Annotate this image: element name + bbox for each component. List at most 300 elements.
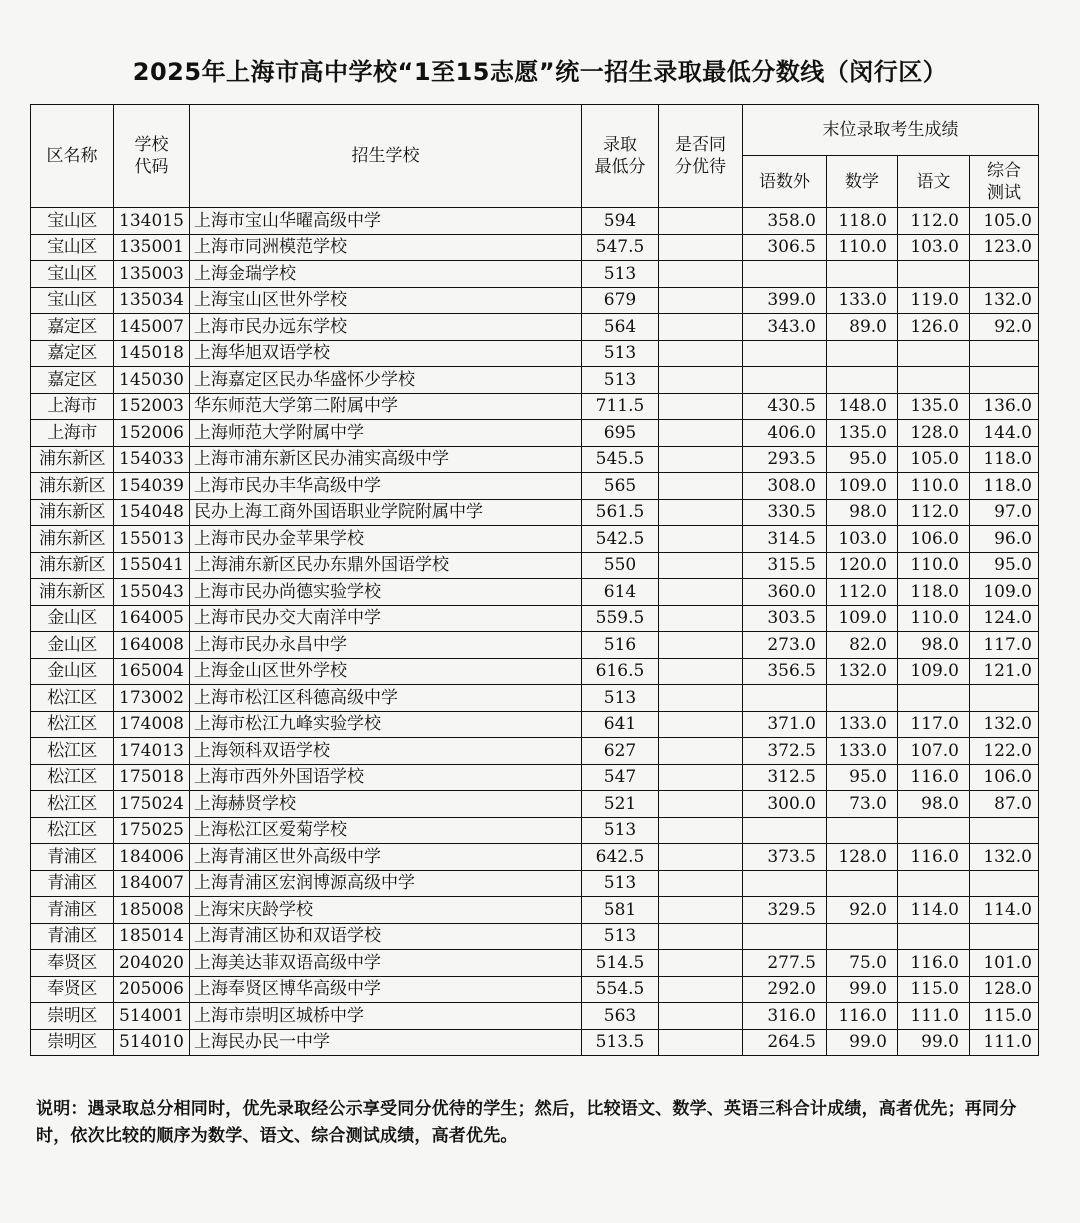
cell-math bbox=[827, 367, 898, 394]
cell-lang-math-eng: 360.0 bbox=[743, 579, 827, 606]
cell-min-score: 550 bbox=[582, 552, 659, 579]
header-district: 区名称 bbox=[31, 105, 114, 208]
cell-math: 95.0 bbox=[827, 764, 898, 791]
cell-district: 金山区 bbox=[31, 658, 114, 685]
cell-min-score: 513 bbox=[582, 685, 659, 712]
cell-chinese: 115.0 bbox=[898, 976, 970, 1003]
cell-min-score: 565 bbox=[582, 473, 659, 500]
cell-tie-priority bbox=[659, 711, 743, 738]
cell-district: 奉贤区 bbox=[31, 950, 114, 977]
cell-school: 上海市浦东新区民办浦实高级中学 bbox=[190, 446, 582, 473]
cell-lang-math-eng: 293.5 bbox=[743, 446, 827, 473]
cell-math: 103.0 bbox=[827, 526, 898, 553]
cell-math: 99.0 bbox=[827, 1029, 898, 1056]
cell-school: 上海市松江区科德高级中学 bbox=[190, 685, 582, 712]
cell-chinese: 107.0 bbox=[898, 738, 970, 765]
cell-code: 184006 bbox=[114, 844, 190, 871]
table-row bbox=[31, 1029, 1039, 1056]
cell-min-score: 695 bbox=[582, 420, 659, 447]
cell-math: 73.0 bbox=[827, 791, 898, 818]
cell-comprehensive: 111.0 bbox=[970, 1029, 1039, 1056]
cell-lang-math-eng: 330.5 bbox=[743, 499, 827, 526]
cell-code: 164005 bbox=[114, 605, 190, 632]
cell-comprehensive: 144.0 bbox=[970, 420, 1039, 447]
cell-district: 嘉定区 bbox=[31, 367, 114, 394]
cell-school: 上海青浦区世外高级中学 bbox=[190, 844, 582, 871]
table-row bbox=[31, 499, 1039, 526]
table-row bbox=[31, 287, 1039, 314]
cell-lang-math-eng: 314.5 bbox=[743, 526, 827, 553]
cell-district: 崇明区 bbox=[31, 1029, 114, 1056]
cell-lang-math-eng: 315.5 bbox=[743, 552, 827, 579]
cell-chinese: 112.0 bbox=[898, 499, 970, 526]
cell-code: 175018 bbox=[114, 764, 190, 791]
cell-chinese: 117.0 bbox=[898, 711, 970, 738]
table-row bbox=[31, 446, 1039, 473]
cell-code: 134015 bbox=[114, 208, 190, 235]
cell-code: 164008 bbox=[114, 632, 190, 659]
cell-school: 上海青浦区协和双语学校 bbox=[190, 923, 582, 950]
cell-tie-priority bbox=[659, 1003, 743, 1030]
cell-tie-priority bbox=[659, 393, 743, 420]
score-table bbox=[30, 104, 1039, 1056]
cell-math bbox=[827, 340, 898, 367]
cell-lang-math-eng: 373.5 bbox=[743, 844, 827, 871]
cell-lang-math-eng: 329.5 bbox=[743, 897, 827, 924]
table-row bbox=[31, 950, 1039, 977]
cell-comprehensive: 124.0 bbox=[970, 605, 1039, 632]
cell-school: 上海宝山区世外学校 bbox=[190, 287, 582, 314]
cell-min-score: 679 bbox=[582, 287, 659, 314]
cell-district: 青浦区 bbox=[31, 897, 114, 924]
cell-math: 133.0 bbox=[827, 287, 898, 314]
cell-district: 宝山区 bbox=[31, 287, 114, 314]
cell-lang-math-eng: 300.0 bbox=[743, 791, 827, 818]
cell-district: 嘉定区 bbox=[31, 340, 114, 367]
cell-tie-priority bbox=[659, 314, 743, 341]
table-row bbox=[31, 261, 1039, 288]
cell-min-score: 513 bbox=[582, 870, 659, 897]
cell-min-score: 513 bbox=[582, 923, 659, 950]
cell-lang-math-eng bbox=[743, 261, 827, 288]
cell-lang-math-eng: 277.5 bbox=[743, 950, 827, 977]
table-row bbox=[31, 870, 1039, 897]
table-body bbox=[31, 208, 1039, 1056]
cell-min-score: 542.5 bbox=[582, 526, 659, 553]
cell-code: 185014 bbox=[114, 923, 190, 950]
cell-chinese: 116.0 bbox=[898, 844, 970, 871]
header-comprehensive: 综合 测试 bbox=[970, 156, 1039, 208]
cell-school: 上海民办民一中学 bbox=[190, 1029, 582, 1056]
cell-school: 上海市松江九峰实验学校 bbox=[190, 711, 582, 738]
cell-code: 514010 bbox=[114, 1029, 190, 1056]
cell-code: 175025 bbox=[114, 817, 190, 844]
document-title: 2025年上海市高中学校“1至15志愿”统一招生录取最低分数线（闵行区） bbox=[132, 58, 948, 86]
cell-min-score: 581 bbox=[582, 897, 659, 924]
cell-lang-math-eng: 306.5 bbox=[743, 234, 827, 261]
cell-district: 宝山区 bbox=[31, 208, 114, 235]
table-row bbox=[31, 314, 1039, 341]
cell-district: 浦东新区 bbox=[31, 473, 114, 500]
cell-school: 上海赫贤学校 bbox=[190, 791, 582, 818]
cell-code: 152006 bbox=[114, 420, 190, 447]
cell-code: 145030 bbox=[114, 367, 190, 394]
cell-code: 145018 bbox=[114, 340, 190, 367]
cell-code: 173002 bbox=[114, 685, 190, 712]
cell-comprehensive: 117.0 bbox=[970, 632, 1039, 659]
cell-comprehensive bbox=[970, 367, 1039, 394]
table-row bbox=[31, 1003, 1039, 1030]
cell-tie-priority bbox=[659, 738, 743, 765]
cell-district: 浦东新区 bbox=[31, 446, 114, 473]
cell-code: 174008 bbox=[114, 711, 190, 738]
table-row bbox=[31, 340, 1039, 367]
cell-chinese: 126.0 bbox=[898, 314, 970, 341]
header-code: 学校 代码 bbox=[114, 105, 190, 208]
cell-min-score: 513.5 bbox=[582, 1029, 659, 1056]
cell-math: 128.0 bbox=[827, 844, 898, 871]
cell-tie-priority bbox=[659, 605, 743, 632]
cell-tie-priority bbox=[659, 950, 743, 977]
cell-code: 135034 bbox=[114, 287, 190, 314]
cell-district: 松江区 bbox=[31, 817, 114, 844]
cell-min-score: 516 bbox=[582, 632, 659, 659]
table-row bbox=[31, 579, 1039, 606]
cell-min-score: 547 bbox=[582, 764, 659, 791]
cell-min-score: 521 bbox=[582, 791, 659, 818]
cell-chinese: 118.0 bbox=[898, 579, 970, 606]
cell-code: 514001 bbox=[114, 1003, 190, 1030]
cell-lang-math-eng bbox=[743, 817, 827, 844]
cell-min-score: 616.5 bbox=[582, 658, 659, 685]
cell-code: 155041 bbox=[114, 552, 190, 579]
cell-math: 118.0 bbox=[827, 208, 898, 235]
cell-lang-math-eng: 372.5 bbox=[743, 738, 827, 765]
cell-code: 152003 bbox=[114, 393, 190, 420]
cell-min-score: 513 bbox=[582, 817, 659, 844]
cell-min-score: 563 bbox=[582, 1003, 659, 1030]
cell-district: 奉贤区 bbox=[31, 976, 114, 1003]
cell-math bbox=[827, 685, 898, 712]
cell-min-score: 561.5 bbox=[582, 499, 659, 526]
cell-tie-priority bbox=[659, 658, 743, 685]
cell-comprehensive bbox=[970, 685, 1039, 712]
cell-math: 133.0 bbox=[827, 711, 898, 738]
table-row bbox=[31, 234, 1039, 261]
header-tie-priority: 是否同 分优待 bbox=[659, 105, 743, 208]
cell-math: 148.0 bbox=[827, 393, 898, 420]
cell-comprehensive: 118.0 bbox=[970, 473, 1039, 500]
cell-tie-priority bbox=[659, 287, 743, 314]
cell-math bbox=[827, 870, 898, 897]
cell-school: 上海市民办金苹果学校 bbox=[190, 526, 582, 553]
cell-math: 109.0 bbox=[827, 605, 898, 632]
cell-tie-priority bbox=[659, 923, 743, 950]
cell-chinese: 119.0 bbox=[898, 287, 970, 314]
cell-tie-priority bbox=[659, 526, 743, 553]
header-chinese: 语文 bbox=[898, 156, 970, 208]
cell-math: 109.0 bbox=[827, 473, 898, 500]
cell-district: 青浦区 bbox=[31, 844, 114, 871]
cell-school: 上海金山区世外学校 bbox=[190, 658, 582, 685]
cell-math: 99.0 bbox=[827, 976, 898, 1003]
cell-tie-priority bbox=[659, 1029, 743, 1056]
table-header bbox=[31, 105, 1039, 208]
cell-code: 154033 bbox=[114, 446, 190, 473]
cell-lang-math-eng: 292.0 bbox=[743, 976, 827, 1003]
cell-math: 89.0 bbox=[827, 314, 898, 341]
cell-lang-math-eng: 303.5 bbox=[743, 605, 827, 632]
header-math: 数学 bbox=[827, 156, 898, 208]
cell-lang-math-eng: 358.0 bbox=[743, 208, 827, 235]
cell-code: 174013 bbox=[114, 738, 190, 765]
cell-district: 金山区 bbox=[31, 632, 114, 659]
cell-lang-math-eng: 371.0 bbox=[743, 711, 827, 738]
cell-tie-priority bbox=[659, 870, 743, 897]
cell-chinese: 116.0 bbox=[898, 764, 970, 791]
cell-school: 华东师范大学第二附属中学 bbox=[190, 393, 582, 420]
cell-min-score: 513 bbox=[582, 340, 659, 367]
cell-chinese: 99.0 bbox=[898, 1029, 970, 1056]
cell-comprehensive bbox=[970, 261, 1039, 288]
cell-district: 浦东新区 bbox=[31, 526, 114, 553]
cell-comprehensive: 105.0 bbox=[970, 208, 1039, 235]
cell-tie-priority bbox=[659, 367, 743, 394]
cell-code: 154039 bbox=[114, 473, 190, 500]
table-row bbox=[31, 685, 1039, 712]
cell-lang-math-eng bbox=[743, 340, 827, 367]
cell-chinese bbox=[898, 817, 970, 844]
cell-school: 上海市民办尚德实验学校 bbox=[190, 579, 582, 606]
cell-lang-math-eng: 430.5 bbox=[743, 393, 827, 420]
cell-lang-math-eng: 312.5 bbox=[743, 764, 827, 791]
table-row bbox=[31, 367, 1039, 394]
cell-tie-priority bbox=[659, 764, 743, 791]
cell-lang-math-eng: 356.5 bbox=[743, 658, 827, 685]
table-row bbox=[31, 897, 1039, 924]
cell-school: 上海领科双语学校 bbox=[190, 738, 582, 765]
cell-district: 松江区 bbox=[31, 764, 114, 791]
cell-district: 上海市 bbox=[31, 393, 114, 420]
cell-math: 133.0 bbox=[827, 738, 898, 765]
cell-school: 上海市宝山华曜高级中学 bbox=[190, 208, 582, 235]
cell-comprehensive: 92.0 bbox=[970, 314, 1039, 341]
cell-comprehensive bbox=[970, 340, 1039, 367]
cell-chinese bbox=[898, 870, 970, 897]
cell-comprehensive bbox=[970, 817, 1039, 844]
cell-math: 112.0 bbox=[827, 579, 898, 606]
cell-math: 120.0 bbox=[827, 552, 898, 579]
cell-school: 上海市民办丰华高级中学 bbox=[190, 473, 582, 500]
cell-comprehensive: 122.0 bbox=[970, 738, 1039, 765]
cell-code: 155043 bbox=[114, 579, 190, 606]
cell-comprehensive: 132.0 bbox=[970, 287, 1039, 314]
cell-school: 上海市崇明区城桥中学 bbox=[190, 1003, 582, 1030]
cell-chinese: 98.0 bbox=[898, 791, 970, 818]
cell-lang-math-eng bbox=[743, 870, 827, 897]
cell-tie-priority bbox=[659, 817, 743, 844]
cell-code: 204020 bbox=[114, 950, 190, 977]
cell-tie-priority bbox=[659, 791, 743, 818]
cell-district: 上海市 bbox=[31, 420, 114, 447]
table-row bbox=[31, 844, 1039, 871]
cell-lang-math-eng: 399.0 bbox=[743, 287, 827, 314]
cell-min-score: 594 bbox=[582, 208, 659, 235]
cell-school: 上海宋庆龄学校 bbox=[190, 897, 582, 924]
cell-tie-priority bbox=[659, 420, 743, 447]
footnote: 说明：遇录取总分相同时，优先录取经公示享受同分优待的学生；然后，比较语文、数学、英语三科合计成绩，高者优先；再同分时，依次比较的顺序为数学、语文、综合测试成绩，高者优先。 bbox=[36, 1099, 1017, 1146]
cell-district: 浦东新区 bbox=[31, 499, 114, 526]
cell-tie-priority bbox=[659, 208, 743, 235]
cell-comprehensive: 136.0 bbox=[970, 393, 1039, 420]
cell-code: 175024 bbox=[114, 791, 190, 818]
cell-chinese: 114.0 bbox=[898, 897, 970, 924]
cell-lang-math-eng bbox=[743, 367, 827, 394]
cell-district: 浦东新区 bbox=[31, 579, 114, 606]
table-row bbox=[31, 711, 1039, 738]
cell-math bbox=[827, 817, 898, 844]
table-row bbox=[31, 208, 1039, 235]
cell-school: 上海青浦区宏润博源高级中学 bbox=[190, 870, 582, 897]
table-row bbox=[31, 473, 1039, 500]
table-row bbox=[31, 658, 1039, 685]
cell-min-score: 513 bbox=[582, 367, 659, 394]
cell-lang-math-eng: 316.0 bbox=[743, 1003, 827, 1030]
cell-chinese: 111.0 bbox=[898, 1003, 970, 1030]
cell-chinese: 98.0 bbox=[898, 632, 970, 659]
cell-district: 宝山区 bbox=[31, 261, 114, 288]
cell-tie-priority bbox=[659, 499, 743, 526]
cell-chinese bbox=[898, 685, 970, 712]
header-school: 招生学校 bbox=[190, 105, 582, 208]
table-row bbox=[31, 420, 1039, 447]
cell-min-score: 642.5 bbox=[582, 844, 659, 871]
cell-code: 135001 bbox=[114, 234, 190, 261]
cell-math: 95.0 bbox=[827, 446, 898, 473]
cell-code: 184007 bbox=[114, 870, 190, 897]
cell-comprehensive: 106.0 bbox=[970, 764, 1039, 791]
cell-school: 上海金瑞学校 bbox=[190, 261, 582, 288]
cell-comprehensive: 128.0 bbox=[970, 976, 1039, 1003]
cell-tie-priority bbox=[659, 261, 743, 288]
table-row bbox=[31, 552, 1039, 579]
cell-comprehensive: 109.0 bbox=[970, 579, 1039, 606]
cell-comprehensive bbox=[970, 923, 1039, 950]
cell-chinese bbox=[898, 340, 970, 367]
cell-tie-priority bbox=[659, 473, 743, 500]
cell-comprehensive: 96.0 bbox=[970, 526, 1039, 553]
cell-district: 宝山区 bbox=[31, 234, 114, 261]
cell-school: 民办上海工商外国语职业学院附属中学 bbox=[190, 499, 582, 526]
cell-district: 青浦区 bbox=[31, 923, 114, 950]
cell-min-score: 513 bbox=[582, 261, 659, 288]
cell-school: 上海市民办交大南洋中学 bbox=[190, 605, 582, 632]
table-row bbox=[31, 817, 1039, 844]
cell-chinese: 112.0 bbox=[898, 208, 970, 235]
cell-comprehensive bbox=[970, 870, 1039, 897]
cell-district: 青浦区 bbox=[31, 870, 114, 897]
cell-min-score: 514.5 bbox=[582, 950, 659, 977]
cell-min-score: 545.5 bbox=[582, 446, 659, 473]
cell-lang-math-eng: 406.0 bbox=[743, 420, 827, 447]
cell-math: 110.0 bbox=[827, 234, 898, 261]
cell-tie-priority bbox=[659, 446, 743, 473]
cell-min-score: 559.5 bbox=[582, 605, 659, 632]
cell-comprehensive: 115.0 bbox=[970, 1003, 1039, 1030]
cell-district: 崇明区 bbox=[31, 1003, 114, 1030]
cell-district: 松江区 bbox=[31, 685, 114, 712]
header-min-score: 录取 最低分 bbox=[582, 105, 659, 208]
table-row bbox=[31, 393, 1039, 420]
cell-min-score: 627 bbox=[582, 738, 659, 765]
cell-chinese: 109.0 bbox=[898, 658, 970, 685]
cell-math: 116.0 bbox=[827, 1003, 898, 1030]
cell-lang-math-eng: 264.5 bbox=[743, 1029, 827, 1056]
cell-tie-priority bbox=[659, 579, 743, 606]
cell-comprehensive: 118.0 bbox=[970, 446, 1039, 473]
cell-district: 松江区 bbox=[31, 791, 114, 818]
cell-tie-priority bbox=[659, 844, 743, 871]
table-row bbox=[31, 923, 1039, 950]
table-row bbox=[31, 791, 1039, 818]
cell-math: 92.0 bbox=[827, 897, 898, 924]
cell-lang-math-eng: 273.0 bbox=[743, 632, 827, 659]
cell-comprehensive: 95.0 bbox=[970, 552, 1039, 579]
cell-lang-math-eng: 308.0 bbox=[743, 473, 827, 500]
cell-min-score: 554.5 bbox=[582, 976, 659, 1003]
cell-school: 上海市同洲模范学校 bbox=[190, 234, 582, 261]
header-lang-math-eng: 语数外 bbox=[743, 156, 827, 208]
cell-code: 165004 bbox=[114, 658, 190, 685]
cell-tie-priority bbox=[659, 552, 743, 579]
cell-chinese: 110.0 bbox=[898, 605, 970, 632]
cell-code: 145007 bbox=[114, 314, 190, 341]
cell-school: 上海市民办永昌中学 bbox=[190, 632, 582, 659]
cell-district: 金山区 bbox=[31, 605, 114, 632]
cell-comprehensive: 114.0 bbox=[970, 897, 1039, 924]
cell-tie-priority bbox=[659, 976, 743, 1003]
table-row bbox=[31, 738, 1039, 765]
cell-math bbox=[827, 923, 898, 950]
cell-district: 嘉定区 bbox=[31, 314, 114, 341]
cell-code: 135003 bbox=[114, 261, 190, 288]
cell-tie-priority bbox=[659, 897, 743, 924]
cell-chinese: 128.0 bbox=[898, 420, 970, 447]
cell-school: 上海浦东新区民办东鼎外国语学校 bbox=[190, 552, 582, 579]
cell-math: 132.0 bbox=[827, 658, 898, 685]
cell-math: 82.0 bbox=[827, 632, 898, 659]
cell-chinese: 110.0 bbox=[898, 552, 970, 579]
cell-school: 上海美达菲双语高级中学 bbox=[190, 950, 582, 977]
cell-school: 上海奉贤区博华高级中学 bbox=[190, 976, 582, 1003]
cell-tie-priority bbox=[659, 340, 743, 367]
header-last-admitted-group: 末位录取考生成绩 bbox=[743, 105, 1039, 156]
cell-code: 205006 bbox=[114, 976, 190, 1003]
cell-min-score: 564 bbox=[582, 314, 659, 341]
cell-math bbox=[827, 261, 898, 288]
cell-school: 上海嘉定区民办华盛怀少学校 bbox=[190, 367, 582, 394]
cell-comprehensive: 101.0 bbox=[970, 950, 1039, 977]
cell-chinese: 135.0 bbox=[898, 393, 970, 420]
cell-comprehensive: 132.0 bbox=[970, 711, 1039, 738]
cell-code: 185008 bbox=[114, 897, 190, 924]
cell-comprehensive: 121.0 bbox=[970, 658, 1039, 685]
cell-tie-priority bbox=[659, 632, 743, 659]
cell-district: 松江区 bbox=[31, 711, 114, 738]
table-row bbox=[31, 764, 1039, 791]
cell-chinese: 116.0 bbox=[898, 950, 970, 977]
cell-chinese bbox=[898, 261, 970, 288]
